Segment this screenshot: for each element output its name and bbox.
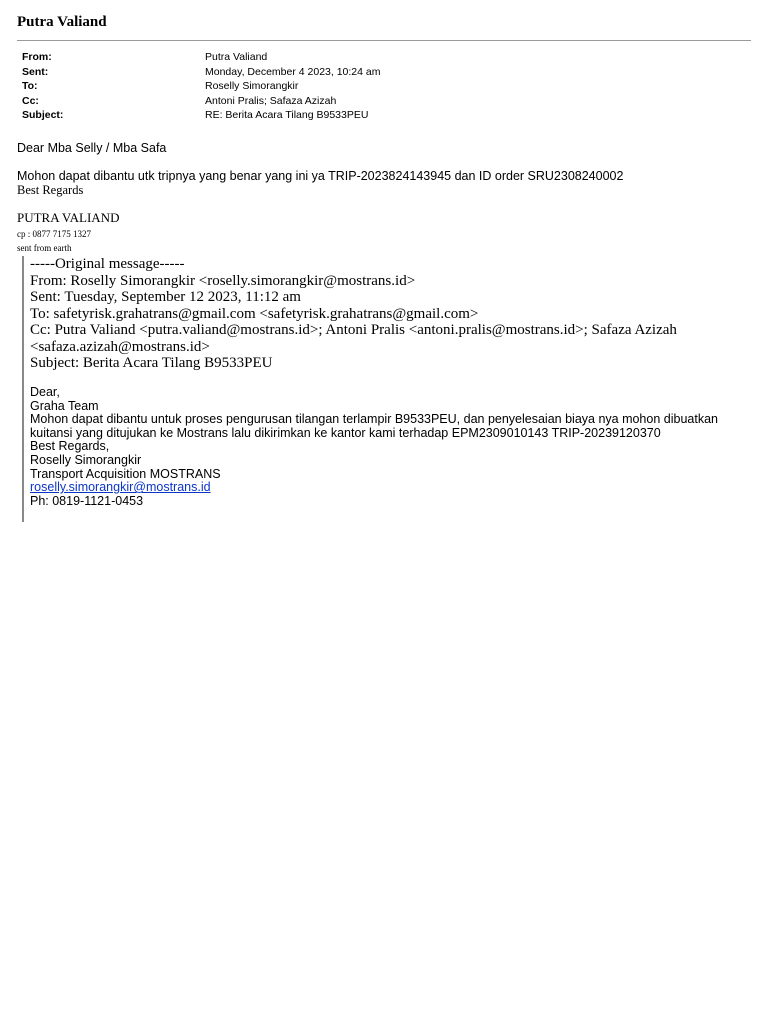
original-sent: Sent: Tuesday, September 12 2023, 11:12 am bbox=[30, 289, 301, 305]
original-regards: Best Regards, bbox=[30, 439, 110, 454]
original-sender-role: Transport Acquisition MOSTRANS bbox=[30, 466, 221, 481]
header-value: Antoni Pralis; Safaza Azizah bbox=[205, 94, 337, 107]
original-dear: Dear, bbox=[30, 385, 60, 399]
header-divider bbox=[17, 40, 751, 41]
header-label: Sent: bbox=[22, 65, 49, 78]
original-heading: -----Original message----- bbox=[30, 256, 185, 272]
original-sender-name: Roselly Simorangkir bbox=[30, 452, 142, 467]
header-row-to bbox=[22, 79, 381, 94]
header-value: Putra Valiand bbox=[205, 51, 268, 63]
header-row-subject bbox=[22, 108, 381, 123]
message-body: Mohon dapat dibantu utk tripnya yang benar yang ini ya TRIP-2023824143945 dan ID order SRU2308240002 bbox=[17, 169, 624, 183]
original-subject: Subject: Berita Acara Tilang B9533PEU bbox=[30, 355, 273, 371]
original-line: Mohon dapat dibantu untuk proses pengurusan tilangan terlampir B9533PEU, dan penyelesaian biaya nya mohon dibuatkan bbox=[30, 412, 718, 427]
original-body bbox=[30, 386, 718, 508]
original-phone: Ph: 0819-1121-0453 bbox=[30, 493, 144, 508]
header-label: From: bbox=[22, 51, 52, 63]
header-label: Cc: bbox=[22, 94, 39, 107]
original-cc-continued: <safaza.azizah@mostrans.id> bbox=[30, 338, 210, 355]
original-team: Graha Team bbox=[30, 398, 99, 413]
closing-regards: Best Regards bbox=[17, 183, 84, 197]
original-cc: Cc: Putra Valiand <putra.valiand@mostrans.id>; Antoni Pralis <antoni.pralis@mostrans.id>; Safaza Azizah bbox=[30, 322, 677, 338]
original-header bbox=[30, 256, 677, 372]
header-value: Roselly Simorangkir bbox=[205, 80, 299, 92]
greeting: Dear Mba Selly / Mba Safa bbox=[17, 141, 167, 155]
header-label: To: bbox=[22, 80, 38, 92]
header-label: Subject: bbox=[22, 109, 64, 121]
email-header-table bbox=[22, 50, 381, 123]
header-row-from bbox=[22, 50, 381, 65]
quoted-original-message bbox=[22, 256, 752, 522]
signature-phone: cp : 0877 7175 1327 bbox=[17, 229, 91, 239]
original-from: From: Roselly Simorangkir <roselly.simorangkir@mostrans.id> bbox=[30, 272, 416, 289]
signature-note: sent from earth bbox=[17, 243, 72, 253]
header-value: RE: Berita Acara Tilang B9533PEU bbox=[205, 109, 369, 121]
header-row-cc bbox=[22, 94, 381, 109]
original-email-link[interactable]: roselly.simorangkir@mostrans.id bbox=[30, 480, 211, 495]
original-to: To: safetyrisk.grahatrans@gmail.com <safetyrisk.grahatrans@gmail.com> bbox=[30, 305, 479, 322]
signature-name: PUTRA VALIAND bbox=[17, 210, 120, 225]
header-value: Monday, December 4 2023, 10:24 am bbox=[205, 65, 381, 78]
header-row-sent bbox=[22, 65, 381, 80]
sender-title: Putra Valiand bbox=[17, 14, 107, 30]
original-line: kuitansi yang ditujukan ke Mostrans lalu dikirimkan ke kantor kami terhadap EPM2309010143 TRIP-20239120370 bbox=[30, 425, 661, 440]
